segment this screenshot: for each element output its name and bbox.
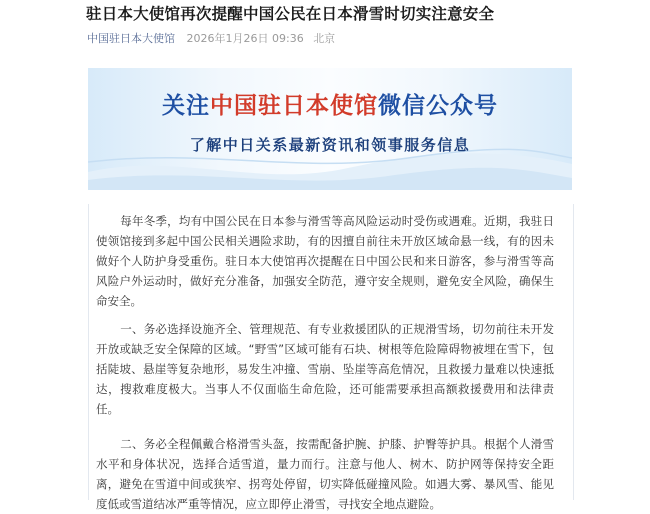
- banner-subline: 了解中日关系最新资讯和领事服务信息: [189, 136, 471, 154]
- banner-wave-decoration: [88, 68, 572, 190]
- article-meta: [87, 31, 335, 47]
- banner-headline-account: 微信公众号: [378, 92, 498, 118]
- source-account-link[interactable]: 中国驻日本大使馆: [87, 32, 175, 45]
- paragraph-text: 一、务必选择设施齐全、管理规范、有专业救援团队的正规滑雪场，切勿前往未开发开放或缺乏安全保障的区域。“野雪”区域可能有石块、树根等危险障碍物被埋在雪下，包括陡坡、悬崖等复杂地形，易发生冲撞、雪崩、坠崖等高危情况，且救援力量难以快速抵达，搜救难度极大。当事人不仅面临生命危险，还可能需要承担高额救援费用和法律责任。: [96, 322, 554, 416]
- article-title: 驻日本大使馆再次提醒中国公民在日本滑雪时切实注意安全: [86, 5, 495, 23]
- article-paragraph: [96, 434, 554, 514]
- publish-location: 北京: [313, 32, 336, 45]
- paragraph-text: 每年冬季，均有中国公民在日本参与滑雪等高风险运动时受伤或遇难。近期，我驻日使领馆接到多起中国公民相关遇险求助，有的因擅自前往未开放区域命悬一线，有的因未做好个人防护身受重伤。驻日本大使馆再次提醒在日中国公民和来日游客，参与滑雪等高风险户外运动时，做好充分准备，加强安全防范，遵守安全规则，避免安全风险，确保生命安全。: [96, 214, 554, 308]
- article-paragraph: [96, 211, 554, 311]
- article-paragraph: [96, 319, 554, 419]
- paragraph-text: 二、务必全程佩戴合格滑雪头盔，按需配备护腕、护膝、护臀等护具。根据个人滑雪水平和身体状况，选择合适雪道，量力而行。注意与他人、树木、防护网等保持安全距离，避免在雪道中间或狭窄、拐弯处停留，切实降低碰撞风险。如遇大雾、暴风雪、能见度低或雪道结冰严重等情况，应立即停止滑雪，寻找安全地点避险。: [96, 437, 554, 511]
- banner-headline-embassy: 中国驻日本使馆: [210, 92, 378, 118]
- banner-headline: [88, 90, 572, 120]
- follow-account-banner[interactable]: [88, 68, 572, 190]
- banner-headline-follow: 关注: [162, 92, 210, 118]
- publish-date: 2026年1月26日 09:36: [186, 32, 304, 45]
